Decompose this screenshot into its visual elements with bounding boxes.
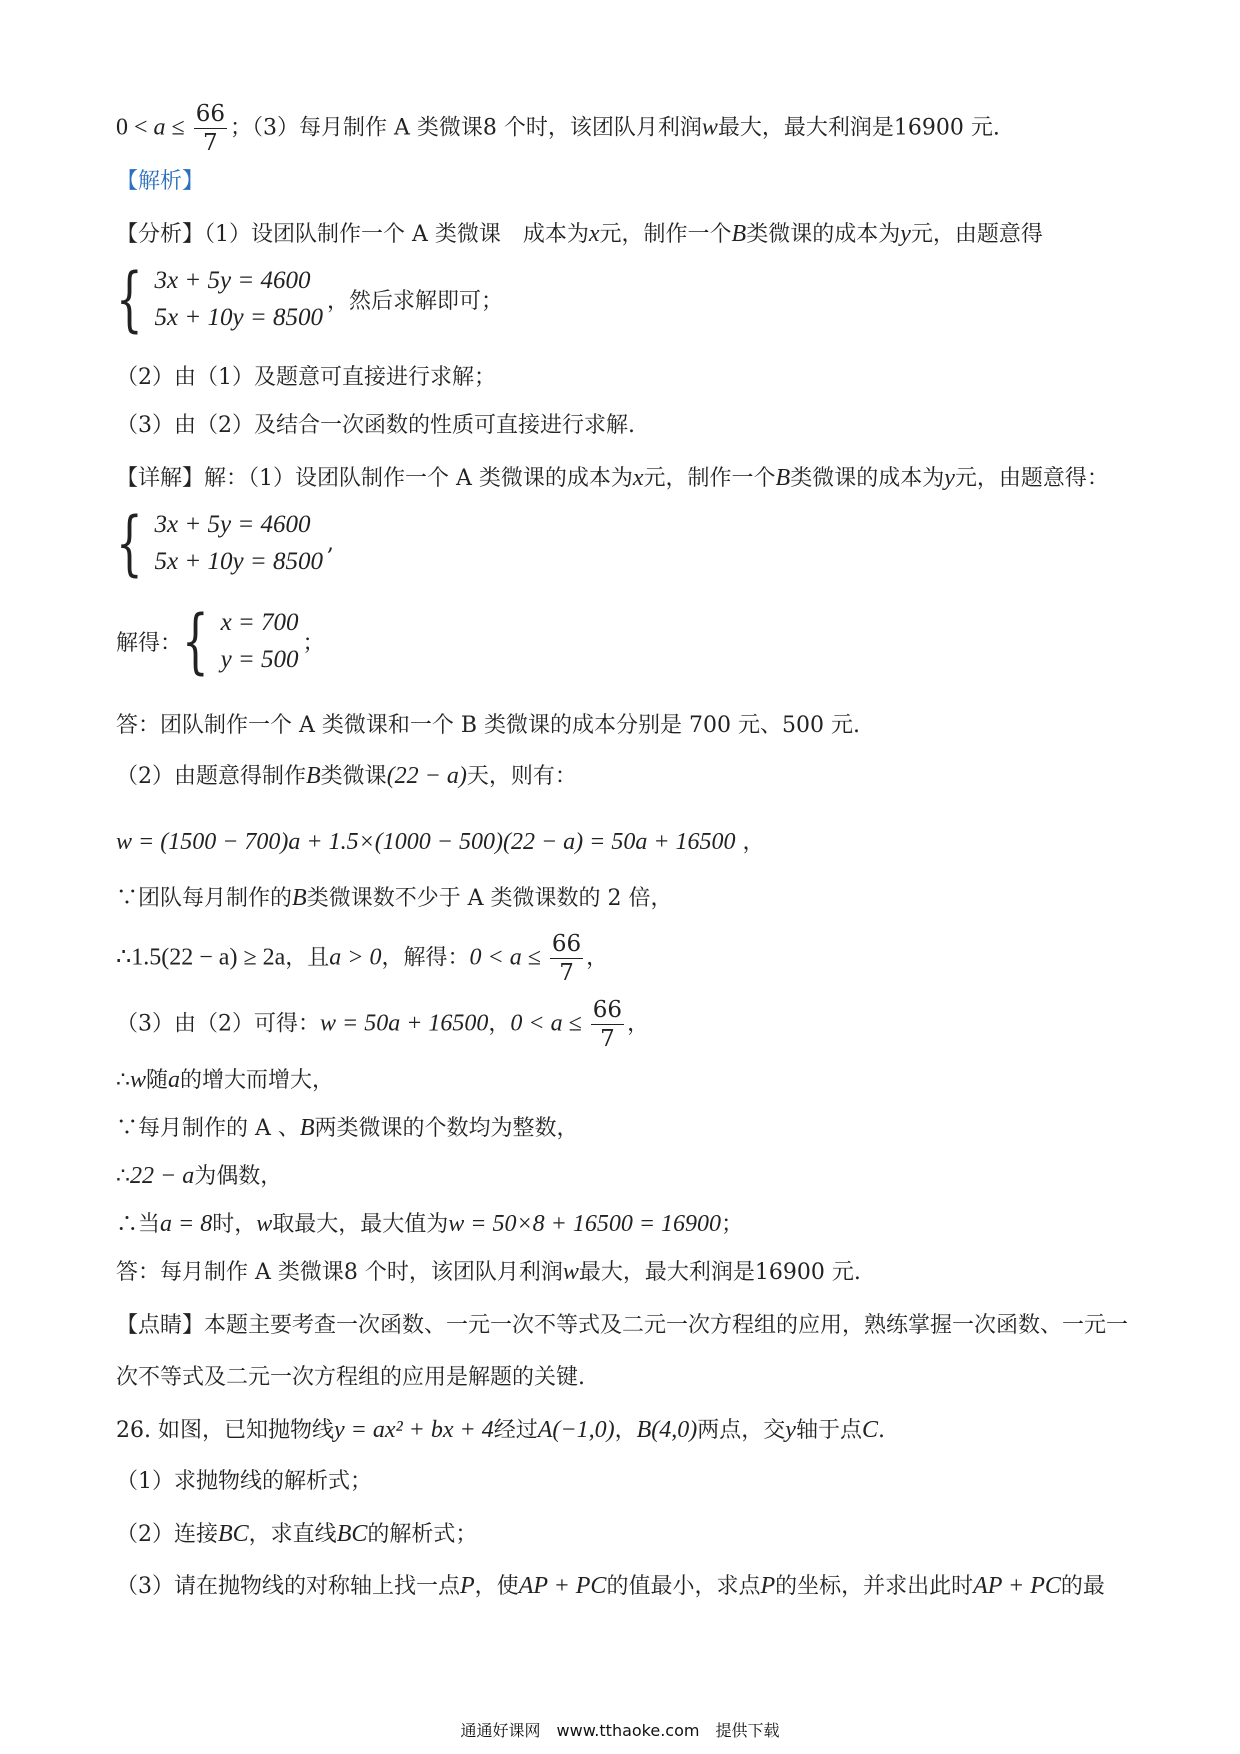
text: ∴当 [116,1212,161,1237]
text: 26. 如图，已知抛物线 [116,1418,334,1443]
numerator: 66 [195,101,225,127]
answer-3 [116,1256,1126,1289]
dianjing-line-1: 【点睛】本题主要考查一次函数、一元一次不等式及二元一次方程组的应用，熟练掌握一次函数、一元一 [116,1313,1129,1338]
punct: ， [735,830,765,855]
segment-BC: BC [336,1521,368,1547]
text: 的解析式； [367,1522,478,1547]
var-B: B [292,885,307,911]
text: ，且 [285,945,330,971]
var-B: B [775,465,791,491]
text: 取最大，最大值为 [272,1212,449,1237]
fenxi-line [116,218,1126,251]
denominator: 7 [203,130,218,156]
text: 答：每月制作 A 类微课8 个时，该团队月利润 [116,1260,563,1285]
text: （3）请在抛物线的对称轴上找一点 [116,1574,460,1599]
function: w = 50a + 16500 [320,1010,489,1037]
punct: ， [586,945,609,971]
expr: AP + PC [518,1573,607,1599]
var-x: x [588,221,600,247]
fenxi-text-3: 类微课的成本为 [746,222,901,247]
fraction-66-7 [550,930,583,987]
point-P: P [460,1573,475,1599]
text: 的值最小，求点 [606,1574,761,1599]
text: 最大，最大利润是16900 元. [578,1260,861,1285]
punct: ， [614,1418,637,1443]
answer-summary-line [116,100,1126,157]
fenxi-text: 【分析】（1）设团队制作一个 A 类微课 成本为 [116,222,589,247]
numerator: 66 [592,997,623,1023]
equation: 5x + 10y = 8500 [154,548,323,575]
therefore: ∴ [116,1068,130,1093]
var-y: y [900,221,911,247]
text: ∵团队每月制作的 [116,886,293,911]
text: 时， [212,1212,257,1237]
q26-part-3 [116,1570,1126,1603]
inequality: ∴1.5(22 − a) ≥ 2a [116,944,286,971]
leq-sign: ≤ [165,114,191,141]
expr: AP + PC [973,1573,1061,1599]
var-y: y [785,1417,796,1443]
since-line-2 [116,1112,1126,1145]
system-followup: , [326,530,334,556]
text: 类微课数不少于 A 类微课数的 2 倍， [306,886,673,911]
fraction-66-7 [591,996,624,1053]
part-3-line [116,996,1126,1053]
text: （3）由（2）可得： [116,1011,320,1037]
denominator: 7 [600,1026,615,1052]
fraction-66-7 [194,100,227,157]
xiangjie-text-4: 元，由题意得： [954,466,1109,491]
system-followup: ，然后求解即可； [326,288,503,314]
text: 轴于点 [795,1418,862,1443]
expr: w = 50×8 + 16500 = 16900 [448,1211,722,1237]
equation: 3x + 5y = 4600 [154,267,311,294]
var-x: x [632,465,644,491]
step-3-text: （3）由（2）及结合一次函数的性质可直接进行求解. [116,413,635,438]
brace: { [182,600,209,682]
text: ∵每月制作的 A 、 [116,1116,300,1141]
segment-BC: BC [218,1521,249,1547]
inequality-line [116,930,1126,987]
analysis-heading: 【解析】 [116,169,205,194]
part-2-line [116,760,1126,793]
q26-part-2 [116,1518,1126,1551]
jiede-label: 解得： [116,630,183,656]
var-w: w [130,1067,147,1093]
text: 两类微课的个数均为整数， [314,1116,579,1141]
system-followup: ； [302,630,325,656]
var-w: w [256,1211,273,1237]
xiangjie-line [116,462,1126,495]
equation-system-2 [116,502,334,584]
ineq-left: 0 < [116,114,154,141]
fenxi-text-2: 元，制作一个 [599,222,732,247]
denominator: 7 [559,960,574,986]
increase-line [116,1064,1126,1097]
text: 天，则有： [466,764,577,789]
point-B: B(4,0) [636,1417,698,1443]
text: 经过 [493,1418,538,1443]
var-a: a [153,114,166,141]
text: ，求直线 [248,1522,337,1547]
q26-part-1: （1）求抛物线的解析式； [116,1469,372,1494]
var-B: B [306,763,321,789]
expr: 22 − a [130,1163,195,1189]
text: 随 [146,1068,169,1093]
equation: 5x + 10y = 8500 [154,304,323,331]
text: 为偶数， [194,1164,283,1189]
text: ，解得： [381,945,470,971]
equation-system-solution [116,600,325,682]
parabola-eq: y = ax² + bx + 4 [333,1417,494,1443]
range: 0 < a ≤ [510,1010,588,1037]
xiangjie-text-2: 元，制作一个 [643,466,776,491]
punct: ， [627,1011,650,1037]
text: ，使 [474,1574,519,1599]
brace: { [116,258,143,340]
text: 的坐标，并求出此时 [775,1574,974,1599]
var-B: B [731,221,747,247]
numerator: 66 [551,931,582,957]
xiangjie-text: 【详解】解：（1）设团队制作一个 A 类微课的成本为 [116,466,633,491]
fenxi-text-4: 元，由题意得 [910,222,1043,247]
equation: 3x + 5y = 4600 [154,511,311,538]
punct: . [877,1418,885,1443]
brace: { [116,502,143,584]
equation: x = 700 [220,609,299,636]
var-a: a [168,1067,181,1093]
dianjing-line-2: 次不等式及二元一次方程组的应用是解题的关键. [116,1365,585,1390]
equation: y = 500 [220,646,299,673]
point-A: A(−1,0) [537,1417,615,1443]
xiangjie-text-3: 类微课的成本为 [790,466,945,491]
question-26 [116,1414,1126,1447]
equation-system-1 [116,258,503,340]
var-y: y [944,465,955,491]
equation: w = (1500 − 700)a + 1.5×(1000 − 500)(22 − a) = 50a + 16500 [116,829,736,855]
punct: ； [721,1212,744,1237]
even-line [116,1160,1126,1193]
point-C: C [861,1417,878,1443]
var-w: w [701,114,718,141]
var-B: B [299,1115,315,1141]
punct: ， [488,1011,511,1037]
expr: a = 8 [160,1211,213,1237]
range: 0 < a ≤ [469,944,547,971]
step-2-text: （2）由（1）及题意可直接进行求解； [116,365,496,390]
profit-equation [116,826,1126,859]
since-line-1 [116,882,1126,915]
point-P: P [760,1573,776,1599]
summary-text: ；（3）每月制作 A 类微课8 个时，该团队月利润 [230,115,702,141]
answer-1: 答：团队制作一个 A 类微课和一个 B 类微课的成本分别是 700 元、500 元. [116,713,860,738]
text: 的最 [1060,1574,1105,1599]
text: 类微课 [320,764,387,789]
page-footer: 通通好课网 www.tthaoke.com 提供下载 [460,1721,780,1740]
condition: a > 0 [329,944,382,971]
text: （2）连接 [116,1522,218,1547]
expr: (22 − a) [386,763,467,789]
summary-text-end: 最大，最大利润是16900 元. [717,115,1000,141]
therefore: ∴ [116,1164,130,1189]
max-line [116,1208,1126,1241]
text: （2）由题意得制作 [116,764,306,789]
text: 两点，交 [697,1418,786,1443]
text: 的增大而增大， [180,1068,335,1093]
var-w: w [562,1259,579,1285]
